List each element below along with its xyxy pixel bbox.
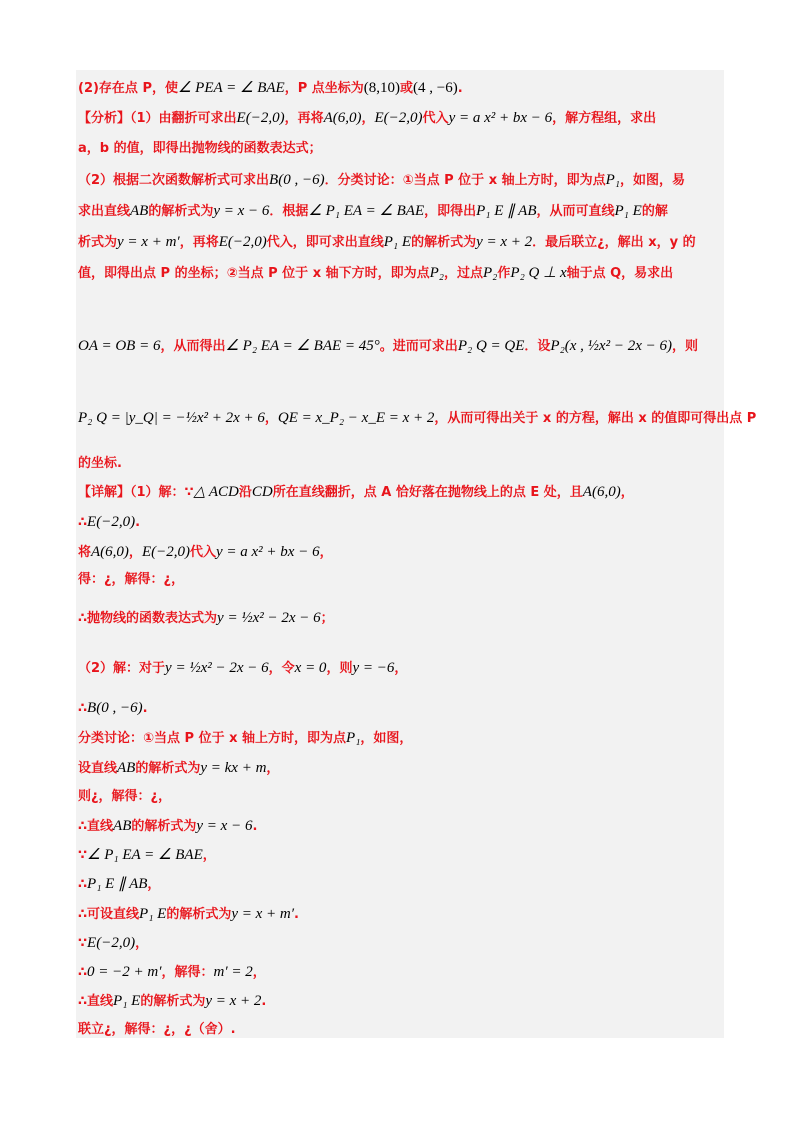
math-expr: AB	[130, 203, 149, 219]
text-segment: .	[261, 994, 267, 1009]
math-expr: P₁ E	[139, 906, 167, 922]
math-expr: P₂(x , ½x² − 2x − 6)	[550, 338, 672, 354]
line-17	[78, 698, 148, 719]
math-point-coord: (4 , −6)	[413, 80, 458, 96]
text-segment: （2）根据二次函数解析式可求出	[78, 173, 270, 188]
text-segment: (2)存在点 P，使	[78, 81, 178, 96]
text-segment: ．最后联立¿，解出 x，y 的	[532, 235, 696, 250]
text-segment: ，即得出	[424, 204, 477, 219]
math-expr: y = a x² + bx − 6	[448, 110, 553, 126]
text-segment: ，再将	[284, 111, 324, 126]
text-segment: 的解	[641, 204, 668, 219]
text-segment: ，从而得出	[160, 339, 226, 354]
math-expr: B(0 , −6)	[269, 172, 325, 188]
text-segment: （2）解：对于	[78, 661, 166, 676]
text-segment: 的解析式为	[166, 907, 232, 922]
text-segment: ，令	[268, 661, 295, 676]
math-expr: y = x + m′	[117, 234, 180, 250]
text-segment: 代入，即可求出直线	[266, 235, 384, 250]
text-segment: ，则	[672, 339, 699, 354]
line-8	[78, 336, 698, 357]
text-segment: ，解方程组，求出	[552, 111, 657, 126]
text-segment: ，	[620, 485, 634, 500]
text-segment: ，	[319, 545, 333, 560]
math-expr: B(0 , −6)	[87, 700, 143, 716]
line-14	[78, 570, 184, 590]
text-segment: ．设	[524, 339, 551, 354]
line-6	[78, 232, 696, 253]
text-segment: ，	[147, 877, 161, 892]
text-segment: 的解析式为	[411, 235, 477, 250]
line-28	[78, 1020, 236, 1040]
text-segment: ，从而可直线	[536, 204, 615, 219]
text-segment: ，	[264, 411, 278, 426]
text-segment: ．分类讨论：①当点 P 位于 x 轴上方时，即为点	[324, 173, 606, 188]
text-segment: 或	[400, 81, 414, 96]
math-expr: P₂ Q = |y_Q| = −½x² + 2x + 6	[78, 410, 265, 426]
text-segment: 的坐标.	[78, 456, 122, 471]
math-angle-equality: ∠ PEA = ∠ BAE	[177, 80, 285, 96]
line-2	[78, 108, 656, 129]
math-expr: CD	[251, 484, 273, 500]
line-22	[78, 845, 216, 866]
math-expr: y = ½x² − 2x − 6	[165, 660, 269, 676]
math-expr: y = x + 2	[476, 234, 533, 250]
text-segment: 值，即得出点 P 的坐标；②当点 P 位于 x 轴下方时，即为点	[78, 266, 430, 281]
math-expr: E(−2,0)	[236, 110, 285, 126]
line-7	[78, 263, 673, 284]
line-10	[78, 454, 122, 474]
line-5	[78, 201, 668, 222]
line-20	[78, 787, 171, 807]
text-segment: ∵	[78, 936, 88, 951]
text-segment: 的解析式为	[148, 204, 214, 219]
text-segment: 代入	[422, 111, 449, 126]
math-expr: △ ACD	[193, 484, 239, 500]
text-segment: ，如图，	[360, 731, 413, 746]
text-segment: ∴抛物线的函数表达式为	[78, 611, 218, 626]
line-13	[78, 542, 333, 563]
math-expr: P₁	[605, 172, 620, 188]
text-segment: ，	[394, 661, 408, 676]
math-expr: E(−2,0)	[218, 234, 267, 250]
line-16	[78, 658, 407, 679]
line-11	[78, 482, 634, 503]
line-1	[78, 78, 463, 99]
text-segment: 所在直线翻折，点 A 恰好落在抛物线上的点 E 处，且	[272, 485, 583, 500]
math-expr: P₂ Q = QE	[457, 338, 525, 354]
math-expr: OA = OB = 6	[78, 338, 161, 354]
line-23	[78, 874, 160, 895]
line-27	[78, 991, 266, 1012]
text-segment: ；	[320, 611, 334, 626]
math-expr: E(−2,0)	[87, 935, 136, 951]
text-segment: ∴直线	[78, 994, 114, 1009]
text-segment: ，	[361, 111, 375, 126]
math-expr: ∠ P₂ EA = ∠ BAE = 45°	[225, 338, 380, 354]
math-expr: P₁ E ∥ AB	[476, 203, 537, 219]
math-expr: y = x − 6	[213, 203, 270, 219]
text-segment: ，如图，易	[620, 173, 686, 188]
math-expr: y = −6	[352, 660, 395, 676]
text-segment: ，过点	[444, 266, 484, 281]
line-18	[78, 728, 412, 749]
math-expr: m′ = 2	[213, 964, 253, 980]
line-21	[78, 816, 257, 837]
line-12	[78, 512, 140, 533]
math-expr: A(6,0)	[91, 544, 129, 560]
text-segment: 的解析式为	[135, 761, 201, 776]
text-segment: ∴可设直线	[78, 907, 140, 922]
text-segment: ∴	[78, 515, 88, 530]
text-segment: ，再将	[179, 235, 219, 250]
math-expr: P₁ E	[614, 203, 642, 219]
line-3	[78, 139, 322, 159]
math-expr: 0 = −2 + m′	[87, 964, 162, 980]
text-segment: ，	[135, 936, 149, 951]
text-segment: ．根据	[269, 204, 309, 219]
line-19	[78, 758, 279, 779]
math-expr: y = x − 6	[196, 818, 253, 834]
math-expr: A(6,0)	[323, 110, 362, 126]
text-segment: ∴	[78, 701, 88, 716]
math-expr: AB	[117, 760, 136, 776]
math-expr: y = ½x² − 2x − 6	[217, 610, 321, 626]
math-expr: P₂	[483, 265, 498, 281]
text-segment: ∴	[78, 877, 88, 892]
text-segment: ，解得：	[161, 965, 214, 980]
math-expr: P₁ E	[383, 234, 412, 250]
text-segment: 分类讨论：①当点 P 位于 x 轴上方时，即为点	[78, 731, 347, 746]
text-segment: ，	[266, 761, 280, 776]
text-segment: 【分析】（1）由翻折可求出	[78, 111, 237, 126]
text-segment: ，从而可得出关于 x 的方程，解出 x 的值即可得出点 P	[434, 411, 757, 426]
math-expr: P₂ Q ⊥ x	[510, 265, 567, 281]
text-segment: 求出直线	[78, 204, 131, 219]
math-expr: E(−2,0)	[374, 110, 423, 126]
math-expr: y = x + 2	[205, 993, 262, 1009]
math-expr: P₂	[429, 265, 444, 281]
text-segment: .	[294, 907, 299, 922]
text-segment: 得：¿，解得：¿，	[78, 572, 185, 587]
text-segment: ，	[128, 545, 142, 560]
text-segment: 则¿，解得：¿，	[78, 789, 172, 804]
text-segment: ，	[252, 965, 266, 980]
text-segment: 沿	[238, 485, 252, 500]
text-segment: ∴	[78, 965, 88, 980]
line-25	[78, 933, 148, 954]
text-segment: .	[457, 81, 463, 96]
math-expr: P₁	[346, 730, 361, 746]
text-segment: 【详解】（1）解：∵	[78, 485, 194, 500]
math-expr: A(6,0)	[582, 484, 621, 500]
line-15	[78, 608, 334, 629]
line-26	[78, 962, 266, 983]
math-expr: ∠ P₁ EA = ∠ BAE	[87, 847, 203, 863]
text-segment: 将	[78, 545, 92, 560]
math-expr: ∠ P₁ EA = ∠ BAE	[308, 203, 425, 219]
line-4	[78, 170, 685, 191]
line-9	[78, 408, 756, 429]
text-segment: 轴于点 Q，易求出	[566, 266, 674, 281]
text-segment: 作	[497, 266, 511, 281]
math-expr: y = kx + m	[200, 760, 267, 776]
text-segment: 。进而可求出	[379, 339, 458, 354]
math-point-coord: (8,10)	[363, 80, 401, 96]
math-expr: E(−2,0)	[87, 514, 136, 530]
line-24	[78, 904, 299, 925]
math-expr: AB	[113, 818, 132, 834]
text-segment: 联立¿，解得：¿，¿（舍）.	[78, 1022, 236, 1037]
math-expr: x = 0	[294, 660, 327, 676]
text-segment: .	[135, 515, 141, 530]
text-segment: 代入	[189, 545, 216, 560]
text-segment: .	[252, 819, 258, 834]
text-segment: ，	[202, 848, 216, 863]
text-segment: ，则	[326, 661, 353, 676]
text-segment: ，P 点坐标为	[284, 81, 364, 96]
text-segment: ∴直线	[78, 819, 114, 834]
math-expr: P₁ E	[113, 993, 141, 1009]
text-segment: 析式为	[78, 235, 118, 250]
text-segment: ∵	[78, 848, 88, 863]
text-segment: 设直线	[78, 761, 118, 776]
math-expr: P₁ E ∥ AB	[87, 876, 148, 892]
math-expr: QE = x_P₂ − x_E = x + 2	[277, 410, 435, 426]
text-segment: 的解析式为	[131, 819, 197, 834]
math-expr: y = x + m′	[231, 906, 295, 922]
math-expr: y = a x² + bx − 6	[215, 544, 320, 560]
text-segment: 的解析式为	[140, 994, 206, 1009]
math-expr: E(−2,0)	[141, 544, 190, 560]
text-segment: a，b 的值，即得出抛物线的函数表达式；	[78, 141, 322, 156]
text-segment: .	[142, 701, 148, 716]
